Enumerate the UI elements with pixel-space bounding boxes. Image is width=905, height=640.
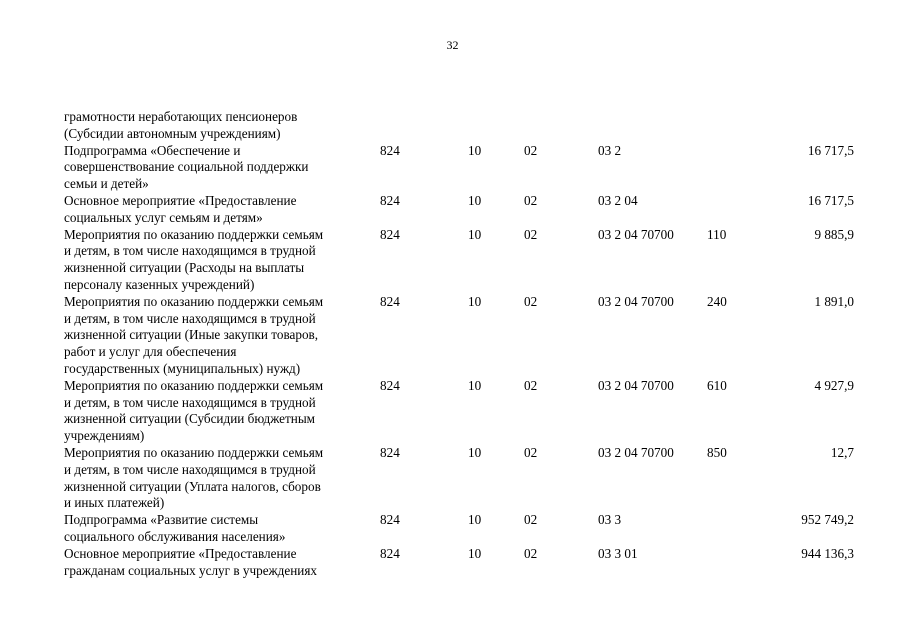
row-ved [380, 109, 468, 143]
row-section [468, 109, 524, 143]
row-section: 10 [468, 377, 482, 393]
row-section: 10 [468, 293, 482, 309]
row-ved: 824 [380, 545, 400, 561]
row-subsection: 02 [524, 512, 538, 528]
row-name: Основное мероприятие «Предоставление гражданам социальных услуг в учреждениях [64, 545, 317, 578]
row-name: Мероприятия по оказанию поддержки семьям и детям, в том числе находящимся в трудной жизненной ситуации (Уплата налогов, сборов и иных платежей) [64, 444, 324, 511]
row-target-article: 03 2 04 70700 [598, 444, 674, 460]
row-section: 10 [468, 226, 482, 242]
row-amount: 16 717,5 [807, 192, 854, 208]
row-section: 10 [468, 545, 482, 561]
table-row [64, 109, 854, 143]
row-target-article [598, 109, 707, 143]
row-ved: 824 [380, 226, 400, 242]
row-expense-type [707, 193, 767, 227]
row-name: Мероприятия по оказанию поддержки семьям и детям, в том числе находящимся в трудной жизненной ситуации (Иные закупки товаров, работ и услуг для обеспечения государственных (муниципальных) нужд) [64, 293, 324, 376]
row-expense-type [707, 109, 767, 143]
row-name: грамотности неработающих пенсионеров (Субсидии автономным учреждениям) [64, 109, 298, 141]
row-amount: 9 885,9 [814, 226, 854, 242]
row-amount: 944 136,3 [801, 545, 854, 561]
row-ved: 824 [380, 512, 400, 528]
table-row [64, 227, 854, 294]
row-section: 10 [468, 444, 482, 460]
row-amount: 16 717,5 [807, 142, 854, 158]
table-row [64, 193, 854, 227]
row-expense-type: 850 [707, 444, 727, 460]
row-ved: 824 [380, 444, 400, 460]
row-amount: 952 749,2 [801, 512, 854, 528]
row-subsection: 02 [524, 444, 538, 460]
row-expense-type: 110 [707, 226, 727, 242]
row-subsection: 02 [524, 377, 538, 393]
row-amount: 12,7 [830, 444, 854, 460]
table-row [64, 143, 854, 193]
row-subsection: 02 [524, 226, 538, 242]
table-row [64, 546, 854, 580]
row-target-article: 03 3 01 [598, 545, 638, 561]
row-amount: 1 891,0 [814, 293, 854, 309]
row-subsection: 02 [524, 192, 538, 208]
row-subsection: 02 [524, 293, 538, 309]
row-target-article: 03 3 [598, 512, 622, 528]
row-target-article: 03 2 04 [598, 192, 638, 208]
row-target-article: 03 2 04 70700 [598, 293, 674, 309]
budget-table [64, 109, 854, 579]
row-expense-type: 610 [707, 377, 727, 393]
row-expense-type [707, 546, 767, 580]
row-section: 10 [468, 512, 482, 528]
row-expense-type [707, 143, 767, 193]
row-name: Мероприятия по оказанию поддержки семьям и детям, в том числе находящимся в трудной жизненной ситуации (Расходы на выплаты персоналу казенных учреждений) [64, 226, 324, 292]
row-target-article: 03 2 [598, 142, 622, 158]
row-target-article: 03 2 04 70700 [598, 226, 674, 242]
row-subsection: 02 [524, 545, 538, 561]
row-ved: 824 [380, 142, 400, 158]
row-name: Основное мероприятие «Предоставление социальных услуг семьям и детям» [64, 192, 297, 225]
row-ved: 824 [380, 192, 400, 208]
row-section: 10 [468, 142, 482, 158]
row-ved: 824 [380, 293, 400, 309]
row-expense-type [707, 512, 767, 546]
table-row [64, 294, 854, 378]
table-row [64, 378, 854, 445]
row-subsection: 02 [524, 142, 538, 158]
row-name: Подпрограмма «Развитие системы социального обслуживания населения» [64, 512, 286, 544]
row-expense-type: 240 [707, 293, 727, 309]
table-row [64, 445, 854, 512]
row-ved: 824 [380, 377, 400, 393]
table-row [64, 512, 854, 546]
row-amount [767, 109, 854, 143]
row-target-article: 03 2 04 70700 [598, 377, 674, 393]
page-number: 32 [446, 38, 459, 52]
row-amount: 4 927,9 [814, 377, 854, 393]
row-name: Подпрограмма «Обеспечение и совершенствование социальной поддержки семьи и детей» [64, 142, 309, 192]
row-section: 10 [468, 192, 482, 208]
row-name: Мероприятия по оказанию поддержки семьям и детям, в том числе находящимся в трудной жизненной ситуации (Субсидии бюджетным учреждениям) [64, 377, 324, 444]
row-subsection [524, 109, 598, 143]
